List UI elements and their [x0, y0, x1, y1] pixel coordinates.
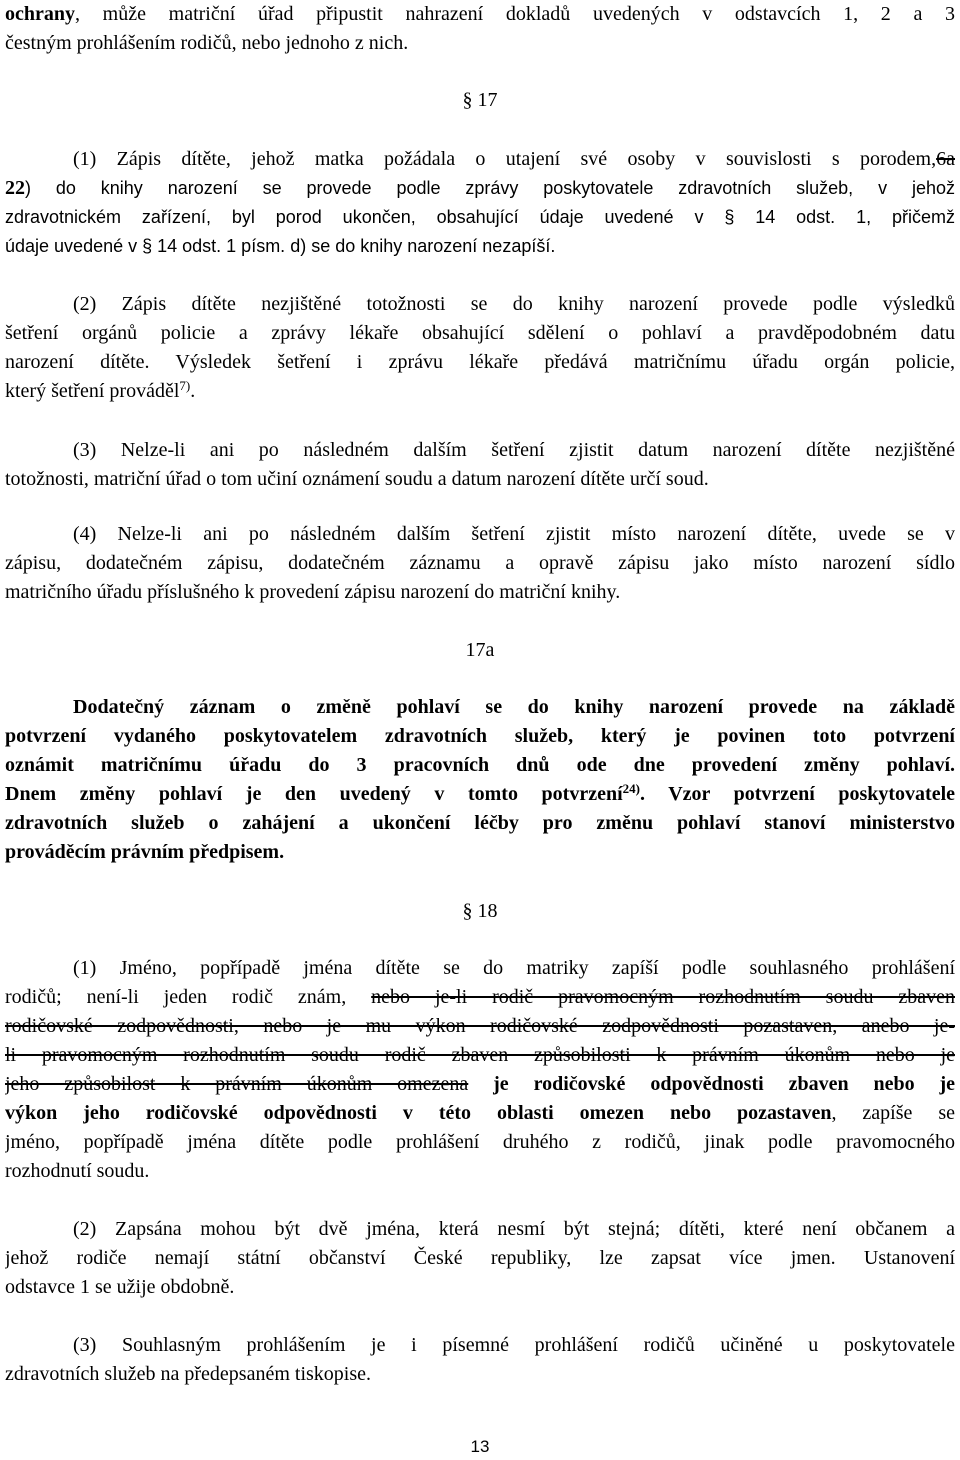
text-run: rodičovské zodpovědnosti, nebo je mu výkon rodičovské zodpovědnosti pozastaven, anebo je-	[5, 1015, 955, 1037]
sec18-p1-line	[5, 1070, 955, 1099]
sec17-p2-line	[5, 290, 955, 319]
sec17a-p1-line	[5, 722, 955, 751]
text-run: údaje uvedené v § 14 odst. 1 písm. d) se do knihy narození nezapíší.	[5, 236, 556, 256]
section-18-heading: § 18	[462, 900, 498, 922]
text-run: narození dítěte. Výsledek šetření i zprávu lékaře předává matričnímu úřadu orgán policie,	[5, 351, 955, 373]
text-run: 6a	[936, 148, 955, 170]
sec18-p1-line	[5, 983, 955, 1012]
text-run: zdravotních služeb o zahájení a ukončení léčby pro změnu pohlaví stanoví ministerstvo	[5, 812, 955, 834]
sec17-p4-line	[5, 578, 955, 607]
text-run: , může matriční úřad připustit nahrazení dokladů uvedených v odstavcích 1, 2 a 3	[75, 3, 955, 25]
sec17-p2-line	[5, 377, 955, 406]
text-run: výkon jeho rodičovské odpovědnosti v této oblasti omezen nebo pozastaven	[5, 1102, 832, 1124]
text-run: (2) Zápis dítěte nezjištěné totožnosti se do knihy narození provede podle výsledků	[73, 293, 955, 315]
text-run: 22	[5, 177, 25, 199]
sec18-p2-line	[5, 1215, 955, 1244]
sec17-p4-line	[5, 549, 955, 578]
sec17a-p1-line	[5, 838, 955, 867]
text-run: (2) Zapsána mohou být dvě jména, která nesmí být stejná; dítěti, které není občanem a	[73, 1218, 955, 1240]
sec18-p2-line	[5, 1273, 955, 1302]
text-run: jeho způsobilost k právním úkonům omezena	[5, 1073, 469, 1095]
sec17-p4-line	[5, 520, 955, 549]
sec17-p1-line	[5, 232, 955, 261]
text-run: totožnosti, matriční úřad o tom učiní oznámení soudu a datum narození dítěte určí soud.	[5, 468, 709, 490]
text-run: odstavce 1 se užije obdobně.	[5, 1276, 235, 1298]
text-run: zdravotních služeb na předepsaném tiskopise.	[5, 1363, 371, 1385]
text-run: matričního úřadu příslušného k provedení zápisu narození do matriční knihy.	[5, 581, 621, 603]
sec17-p1-line	[5, 203, 955, 232]
text-run: rodičů; není-li jeden rodič znám,	[5, 986, 372, 1008]
sec17a-p1-line	[5, 693, 955, 722]
sec17a-p1-line	[5, 809, 955, 838]
sec18-p1-line	[5, 1157, 955, 1186]
text-run: který šetření prováděl	[5, 380, 180, 402]
text-run: (1) Jméno, popřípadě jména dítěte se do matriky zapíší podle souhlasného prohlášení	[73, 957, 955, 979]
text-run: (4) Nelze-li ani po následném dalším šetření zjistit místo narození dítěte, uvede se v	[73, 523, 955, 545]
text-run: oznámit matričnímu úřadu do 3 pracovních dnů ode dne provedení změny pohlaví.	[5, 754, 955, 776]
text-run: (3) Souhlasným prohlášením je i písemné prohlášení rodičů učiněné u poskytovatele	[73, 1334, 955, 1356]
text-run: .	[190, 380, 196, 402]
sec17-p2-line	[5, 319, 955, 348]
text-run: potvrzení vydaného poskytovatelem zdravotních služeb, který je povinen toto potvrzení	[5, 725, 955, 747]
text-run: Dodatečný záznam o změně pohlaví se do knihy narození provede na základě	[73, 696, 955, 718]
text-run: zápisu, dodatečném zápisu, dodatečném záznamu a opravě zápisu jako místo narození sídlo	[5, 552, 955, 574]
page-number: 13	[470, 1437, 490, 1456]
text-run: , zapíše se	[831, 1102, 955, 1124]
text-run: šetření orgánů policie a zprávy lékaře obsahující sdělení o pohlaví a pravděpodobném datu	[5, 322, 955, 344]
sec18-p2-line	[5, 1244, 955, 1273]
text-run: li pravomocným rozhodnutím soudu rodič zbaven způsobilosti k právním úkonům nebo je	[5, 1044, 955, 1066]
sec17-p3-line	[5, 436, 955, 465]
sec18-p1-line	[5, 1041, 955, 1070]
text-run: Dnem změny pohlaví je den uvedený v tomto potvrzení	[5, 783, 623, 805]
text-run: jehož rodiče nemají státní občanství České republiky, lze zapsat více jmen. Ustanovení	[5, 1247, 955, 1269]
text-run: (1) Zápis dítěte, jehož matka požádala o utajení své osoby v souvislosti s porodem,	[73, 148, 937, 170]
text-run: je rodičovské odpovědnosti zbaven nebo je	[468, 1073, 955, 1095]
text-run: jméno, popřípadě jména dítěte podle prohlášení druhého z rodičů, jinak podle pravomocného	[5, 1131, 955, 1153]
sec17-p3-line	[5, 465, 955, 494]
text-run: . Vzor potvrzení poskytovatele	[639, 783, 955, 805]
sec18-p1-line	[5, 1099, 955, 1128]
sec18-p3-line	[5, 1331, 955, 1360]
sec18-p1-line	[5, 1128, 955, 1157]
text-run: prováděcím právním předpisem.	[5, 841, 285, 863]
sec18-p1-line	[5, 954, 955, 983]
section-17a-heading: 17a	[465, 639, 495, 661]
sec17a-p1-line	[5, 780, 955, 809]
text-run: ochrany	[5, 3, 75, 25]
section-17-heading: § 17	[462, 89, 498, 111]
intro-line	[5, 0, 955, 29]
text-run: (3) Nelze-li ani po následném dalším šetření zjistit datum narození dítěte nezjištěné	[73, 439, 955, 461]
text-run: rozhodnutí soudu.	[5, 1160, 150, 1182]
sec17-p1-line	[5, 145, 955, 174]
sec18-p1-line	[5, 1012, 955, 1041]
text-run: ) do knihy narození se provede podle zprávy poskytovatele zdravotních služeb, v jehož	[25, 178, 955, 198]
sec17a-p1-line	[5, 751, 955, 780]
sec17-p1-line	[5, 174, 955, 203]
text-run: čestným prohlášením rodičů, nebo jednoho z nich.	[5, 32, 409, 54]
intro-line	[5, 29, 955, 58]
text-run: zdravotnickém zařízení, byl porod ukončen, obsahující údaje uvedené v § 14 odst. 1, přičemž	[5, 207, 955, 227]
text-run: nebo je-li rodič pravomocným rozhodnutím soudu zbaven	[371, 986, 955, 1008]
footnote-ref: 24)	[622, 781, 640, 796]
footnote-ref: 7)	[179, 378, 191, 393]
sec17-p2-line	[5, 348, 955, 377]
sec18-p3-line	[5, 1360, 955, 1389]
